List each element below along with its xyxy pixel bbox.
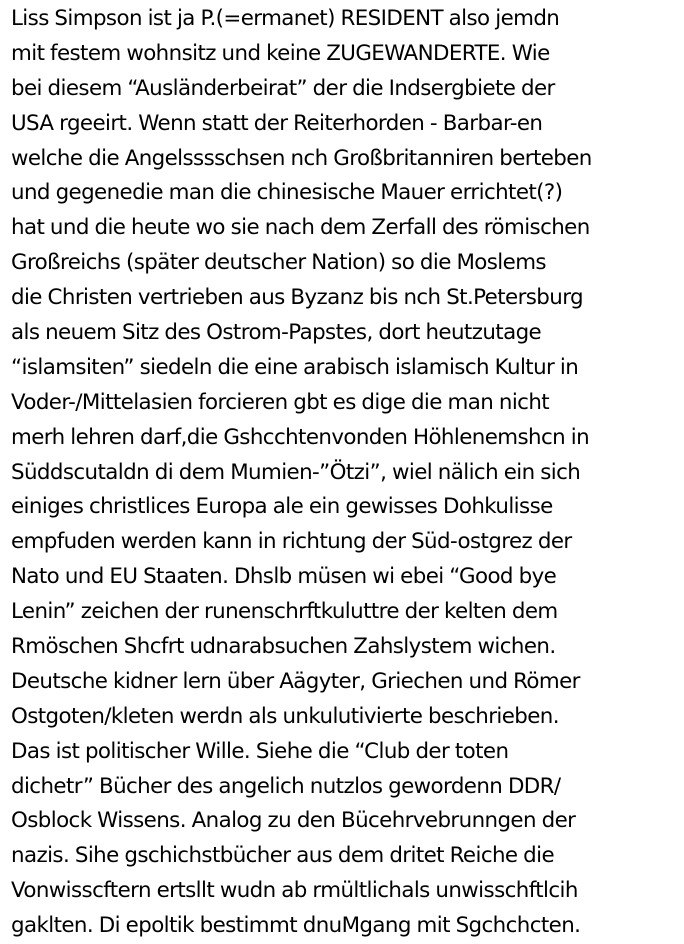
text-line: Großreichs (später deutscher Nation) so die Moslems bbox=[11, 250, 546, 276]
text-line: Lenin” zeichen der runenschrftkuluttre der kelten dem bbox=[11, 599, 558, 625]
text-line: Das ist politischer Wille. Siehe die “Club der toten bbox=[11, 738, 509, 764]
text-line: welche die Angelsssschsen nch Großbritanniren berteben bbox=[11, 145, 592, 171]
text-line: die Christen vertrieben aus Byzanz bis nch St.Petersburg bbox=[11, 285, 584, 311]
text-line: hat und die heute wo sie nach dem Zerfall des römischen bbox=[11, 215, 590, 241]
text-line: gaklten. Di epoltik bestimmt dnuMgang mit Sgchchcten. bbox=[11, 913, 581, 939]
text-line: als neuem Sitz des Ostrom-Papstes, dort heutzutage bbox=[11, 320, 542, 346]
text-line: “islamsiten” siedeln die eine arabisch islamisch Kultur in bbox=[11, 354, 579, 380]
text-line: Osblock Wissens. Analog zu den Bücehrvebrunngen der bbox=[11, 808, 576, 834]
text-line: Vonwisscftern ertsllt wudn ab rmültlichals unwisschftlcih bbox=[11, 878, 578, 904]
text-line: nazis. Sihe gschichstbücher aus dem dritet Reiche die bbox=[11, 843, 555, 869]
text-line: Ostgoten/kleten werdn als unkulutivierte beschrieben. bbox=[11, 703, 559, 729]
text-line: Rmöschen Shcfrt udnarabsuchen Zahslystem wichen. bbox=[11, 634, 556, 660]
text-line: Liss Simpson ist ja P.(=ermanet) RESIDENT also jemdn bbox=[11, 6, 560, 31]
text-line: dichetr” Bücher des angelich nutzlos gewordenn DDR/ bbox=[11, 773, 561, 799]
text-line: einiges christlices Europa ale ein gewisses Dohkulisse bbox=[11, 494, 553, 520]
text-line: Nato und EU Staaten. Dhslb müsen wi ebei “Good bye bbox=[11, 564, 557, 590]
text-line: Süddscutaldn di dem Mumien-”Ötzi”, wiel nälich ein sich bbox=[11, 459, 581, 485]
text-line: USA rgeeirt. Wenn statt der Reiterhorden - Barbar-en bbox=[11, 110, 543, 136]
text-line: merh lehren darf,die Gshcchtenvonden Höhlenemshcn in bbox=[11, 424, 590, 450]
text-line: Voder-/Mittelasien forcieren gbt es dige die man nicht bbox=[11, 389, 550, 415]
text-line: mit festem wohnsitz und keine ZUGEWANDERTE. Wie bbox=[11, 40, 550, 66]
text-line: Deutsche kidner lern über Aägyter, Griechen und Römer bbox=[11, 668, 580, 694]
text-line: bei diesem “Ausländerbeirat” der die Indsergbiete der bbox=[11, 75, 555, 101]
text-line: empfuden werden kann in richtung der Süd-ostgrez der bbox=[11, 529, 572, 555]
document-text bbox=[11, 2, 681, 944]
text-line: und gegenedie man die chinesische Mauer errichtet(?) bbox=[11, 180, 563, 206]
